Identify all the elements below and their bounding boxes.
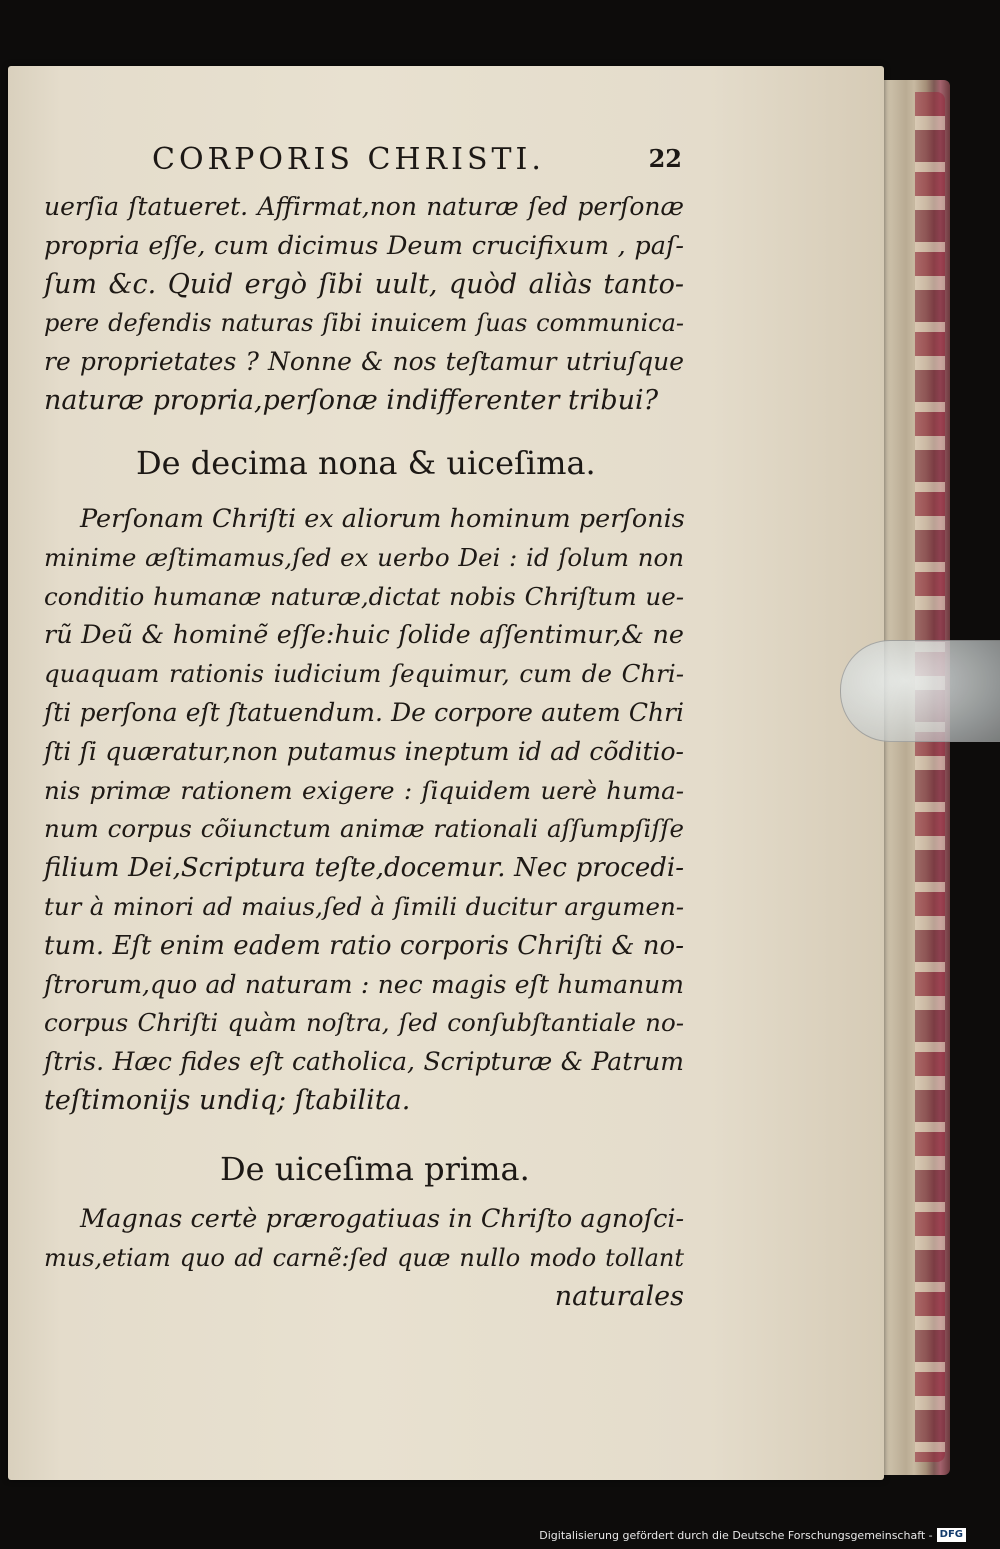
text-line: ſtrorum,quo ad naturam : nec magis eſt humanum	[44, 969, 684, 999]
text-line: Perſonam Chriſti ex aliorum hominum perſonis	[80, 504, 685, 534]
text-block-2	[44, 500, 684, 1121]
page-header	[152, 142, 682, 182]
text-line: teſtimonijs undiq; ſtabilita.	[44, 1084, 411, 1116]
text-line: ſti ſi quæratur,non putamus ineptum id ad cõditio-	[44, 736, 684, 766]
text-line: uerſia ſtatueret. Affirmat,non naturæ ſed perſonæ	[44, 192, 684, 221]
text-line: filium Dei,Scriptura teſte,docemur. Nec procedi-	[44, 853, 684, 884]
text-block-3	[44, 1200, 684, 1316]
text-line: re proprietates ? Nonne & nos teſtamur utriuſque	[44, 347, 684, 377]
text-line: mus,etiam quo ad carnẽ:ſed quæ nullo modo tollant	[44, 1243, 684, 1272]
marbled-fore-edge	[915, 92, 945, 1462]
text-line: conditio humanæ naturæ,dictat nobis Chriſtum ue-	[44, 581, 684, 611]
dfg-logo: DFG	[937, 1528, 966, 1542]
text-line: ſum &c. Quid ergò ſibi uult, quòd aliàs tanto-	[44, 268, 684, 300]
text-line: ſti perſona eſt ſtatuendum. De corpore autem Chri	[44, 697, 684, 727]
text-line: quaquam rationis iudicium ſequimur, cum de Chri-	[44, 659, 684, 689]
running-head: CORPORIS CHRISTI.	[152, 142, 545, 177]
section-heading: De uiceſima prima.	[220, 1150, 530, 1188]
catchword: naturales	[554, 1280, 684, 1312]
text-line: tur à minori ad maius,ſed à ſimili ducitur argumen-	[44, 891, 684, 921]
page-number: 22	[648, 144, 682, 173]
text-line: corpus Chriſti quàm noſtra, ſed conſubſtantiale no-	[44, 1008, 684, 1038]
text-line: nis primæ rationem exigere : ſiquidem uerè huma-	[44, 775, 684, 805]
text-line: minime æſtimamus,ſed ex uerbo Dei : id ſolum non	[44, 542, 684, 572]
text-block-1	[44, 188, 684, 421]
text-line: num corpus cõiunctum animæ rationali aſſumpſiſſe	[44, 814, 684, 844]
section-heading: De decima nona & uiceſima.	[136, 444, 596, 482]
text-line: tum. Eſt enim eadem ratio corporis Chriſti & no-	[44, 930, 684, 961]
text-line: rũ Deũ & hominẽ eſſe:huic ſolide aſſentimur,& ne	[44, 620, 684, 651]
text-line: Magnas certè prærogatiuas in Chriſto agnoſci-	[80, 1204, 685, 1234]
text-line: pere defendis naturas ſibi inuicem ſuas communica-	[44, 309, 684, 338]
footer-text: Digitalisierung gefördert durch die Deutsche Forschungsgemeinschaft -	[539, 1528, 933, 1542]
page-clip	[840, 640, 1000, 742]
text-line: propria eſſe, cum dicimus Deum crucifixum , paſ-	[44, 230, 684, 261]
text-line: naturæ propria,perſonæ indifferenter tribui?	[44, 384, 659, 416]
footer-credit	[539, 1528, 966, 1542]
text-line: ſtris. Hæc fides eſt catholica, Scripturæ & Patrum	[44, 1047, 684, 1077]
